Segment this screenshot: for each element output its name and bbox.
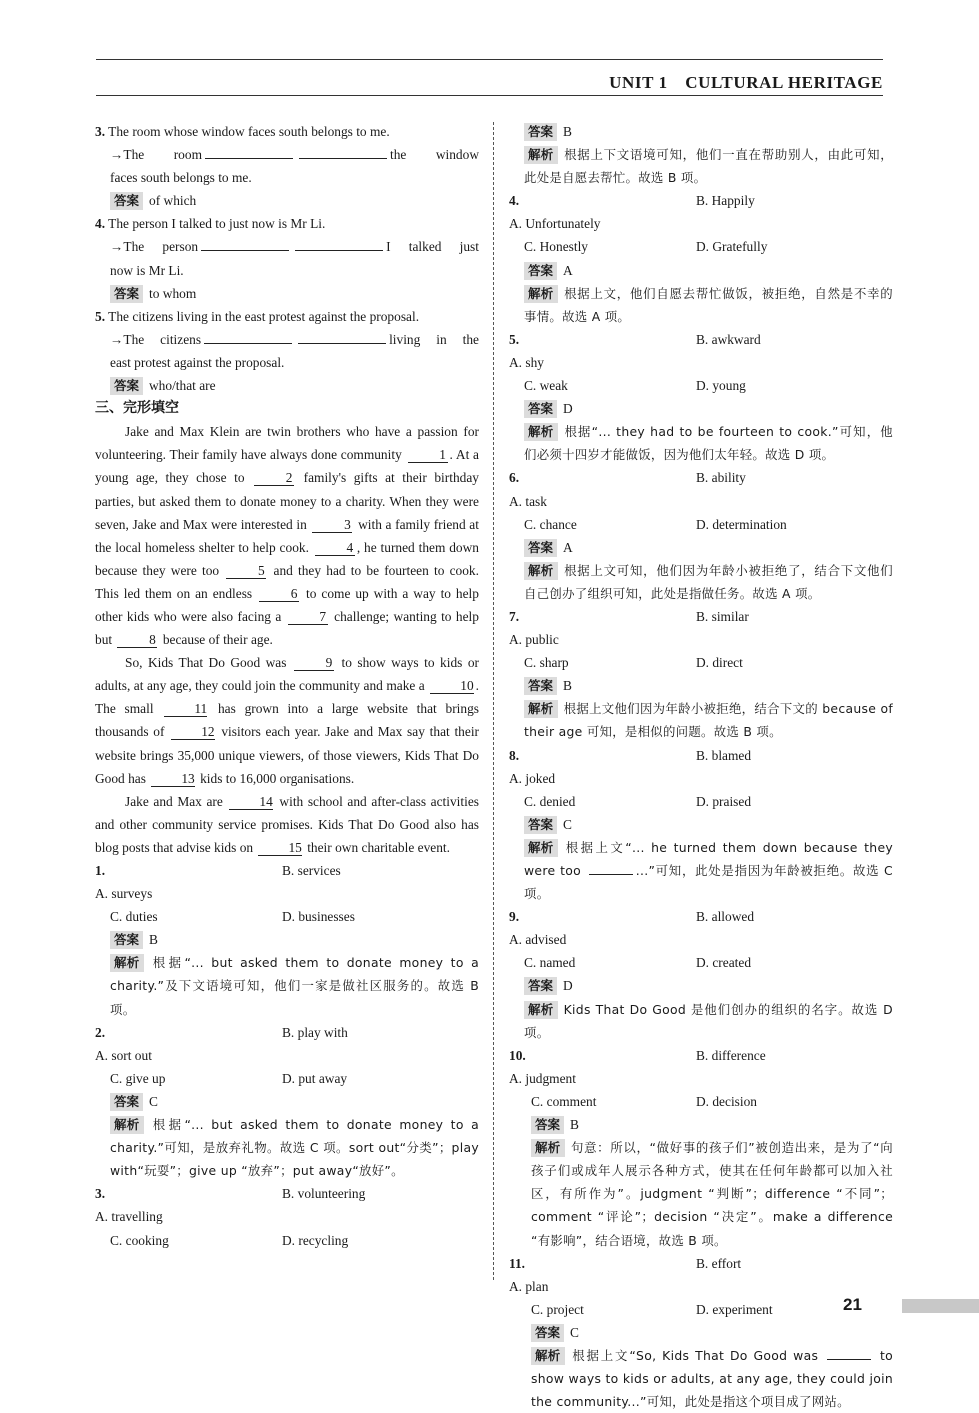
right-column: 答案 B 解析 根据上下文语境可知，他们一直在帮助别人，由此可知，此处是自愿去帮忙。故选 B 项。 4. A. Unfortunately B. Happily C. Honestly D. Gratefully 答案 A 解析 根据上文，他们自愿去帮忙做饭，被拒绝，自然是不幸的事情。故选 A 项。 5. A. shy B. awkward C. weak D. young 答案 D 解析 根据“... they had to be fourteen to cook.”可知，他们必须十四岁才能做饭，因为他们太年轻。故选 D 项。 6. A. task B. ability C. chance D. determination 答案 A 解析 根据上文可知，他们因为年龄小被拒绝了，结合下文他们自己创办了组织可知，此处是指做任务。故选 A 项。 7. A. public B. similar C. sharp D. direct 答案 B 解析 根据上文他们因为年龄小被拒绝，结合下文的 because of their age 可知，是相似的问题。故选 B 项。 8. A. joked B. blamed C. denied D. praised 答案 C 解析 根据上文“... he turned them down because they were too ...”可知，此处是指因为年龄被拒绝。故选 C 项。 9. A. advised B. allowed C. named D. created 答案 D 解析 Kids That Do Good 是他们创办的组织的名字。故选 D 项。 10. A. judgment B. difference C. comment D. decision 答案 B 解析 句意：所以，“做好事的孩子们”被创造出来，是为了“向孩子们或成年人展示各种方式，使其在任何年龄都可以加入社区，有所作为”。judgment “判断”；difference “不同”；comment “评论”；decision “决定”。make a difference “有影响”，结合语境，故选 B 项。 11. A. plan B. effort C. project D. experiment 答案 C 解析 根据上文“So, Kids That Do Good was to show ways to kids or adults, at any age, they could join the community...”可知，此处是指这个项目成了网站。 [509, 120, 893, 1413]
blank-number: 10 [430, 678, 473, 694]
blank-number: 1 [408, 447, 448, 463]
answer-row: 答案 B [95, 928, 479, 951]
choice-question-8: 8. A. joked B. blamed [509, 747, 752, 786]
left-column: 3. The room whose window faces south belongs to me. →The room the window faces south belongs to me. 答案 of which 4. The person I talked to just now is Mr Li. →The person I talked just now is Mr Li. 答案 to whom 5. The citizens living in the east protest against the proposal. →The citizens living in the east protest against the proposal. 答案 who/that are 三、完形填空 Jake and Max Klein are twin brothers who have a passion for volunteering. Their family have always done community 1 . At a young age, they chose to 2 family's gifts at their birthday parties, but asked them to donate money to a charity. When they were seven, Jake and Max were interested in 3 with a family friend at the local homeless shelter to help cook. 4 , he turned them down because they were too 5 and they had to be fourteen to cook. This led them on an endless 6 to come up with a way to help other kids who were also facing a 7 challenge; wanting to help but 8 because of their age. So, Kids That Do Good was 9 to show ways to kids or adults, at any age, they could join the community and make a 10 . The small 11 has grown into a large website that brings thousands of 12 visitors each year. Jake and Max say that their website brings 35,000 unique viewers, of those viewers, Kids That Do Good has 13 kids to 16,000 organisations. Jake and Max are 14 with school and after-class activities and other community service promises. Kids That Do Good also has blog posts that advise kids on 15 their own charitable event. 1. A. surveys B. services C. duties D. businesses 答案 B 解析 根据“... but asked them to donate money to a charity.”及下文语境可知，他们一家是做社区服务的。故选 B 项。 2. A. sort out B. play with C. give up D. put away 答案 C 解析 根据“... but asked them to donate money to a charity.”可知，是放弃礼物。故选 C 项。sort out“分类”；play with“玩耍”；give up “放弃”；put away“放好”。 3. A. travelling B. volunteering C. cooking D. recycling [95, 120, 479, 1252]
blank-number: 11 [164, 701, 207, 717]
analysis-text: 解析 根据上文他们因为年龄小被拒绝，结合下文的 because of their age 可知，是相似的问题。故选 B 项。 [524, 701, 893, 740]
rewrite-question-5: 5. The citizens living in the east protest against the proposal. [95, 308, 420, 324]
answer-row: 答案 C [509, 1321, 893, 1344]
choice-question-3: 3. A. travelling B. volunteering [95, 1186, 366, 1225]
choice-question-10: 10. A. judgment B. difference [509, 1047, 766, 1086]
rewrite-line: →The person I talked just [110, 239, 479, 255]
blank-number: 13 [151, 771, 194, 787]
analysis-text: 解析 根据上文可知，他们因为年龄小被拒绝了，结合下文他们自己创办了组织可知，此处是指做任务。故选 A 项。 [524, 562, 893, 601]
answer-row: 答案 B [509, 120, 893, 143]
answer-row: 答案 who/that are [95, 374, 479, 397]
analysis-text: 解析 句意：所以，“做好事的孩子们”被创造出来，是为了“向孩子们或成年人展示各种方式，使其在任何年龄都可以加入社区，有所作为”。judgment “判断”；difference “不同”；comment “评论”；decision “决定”。make a difference “有影响”，结合语境，故选 B 项。 [531, 1140, 893, 1248]
answer-row: 答案 B [509, 1113, 893, 1136]
blank-number: 8 [117, 632, 157, 648]
rewrite-line: →The citizens living in the [110, 331, 479, 347]
blank-number: 14 [229, 794, 272, 810]
answer-row: 答案 D [509, 397, 893, 420]
header-top-rule [96, 59, 883, 60]
unit-header: UNIT 1 CULTURAL HERITAGE [609, 73, 883, 92]
blank-number: 6 [259, 586, 299, 602]
choice-question-9: 9. A. advised B. allowed [509, 909, 755, 948]
blank-number: 2 [254, 470, 294, 486]
inline-blank [827, 1346, 871, 1360]
answer-row: 答案 of which [95, 189, 479, 212]
choice-question-1: 1. A. surveys B. services [95, 863, 341, 902]
choice-question-5: 5. A. shy B. awkward [509, 331, 761, 370]
passage-paragraph-1: Jake and Max Klein are twin brothers who have a passion for volunteering. Their family have always done community 1 . At a young age, they chose to 2 family's gifts at their birthday parties, but asked them to donate money to a charity. When they were seven, Jake and Max were interested in 3 with a family friend at the local homeless shelter to help cook. 4 , he turned them down because they were too 5 and they had to be fourteen to cook. This led them on an endless 6 to come up with a way to help other kids who were also facing a 7 challenge; wanting to help but 8 because of their age. [95, 424, 480, 648]
answer-row: 答案 C [509, 813, 893, 836]
choice-question-4: 4. A. Unfortunately B. Happily [509, 193, 755, 232]
analysis-text: 解析 根据上文“... he turned them down because they were too ...”可知，此处是指因为年龄被拒绝。故选 C 项。 [524, 839, 893, 902]
rewrite-question-4: 4. The person I talked to just now is Mr Li. [95, 216, 326, 232]
choice-question-6: 6. A. task B. ability [509, 470, 746, 509]
passage-paragraph-2: So, Kids That Do Good was 9 to show ways to kids or adults, at any age, they could join the community and make a 10 . The small 11 has grown into a large website that brings thousands of 12 visitors each year. Jake and Max say that their website brings 35,000 unique viewers, of those viewers, Kids That Do Good has 13 kids to 16,000 organisations. [95, 655, 480, 786]
blank-number: 7 [288, 609, 328, 625]
analysis-text: 解析 根据“... but asked them to donate money to a charity.”可知，是放弃礼物。故选 C 项。sort out“分类”；play with“玩耍”；give up “放弃”；put away“放好”。 [110, 1117, 479, 1179]
rewrite-question-3: 3. The room whose window faces south belongs to me. [95, 124, 390, 139]
choice-question-11: 11. A. plan B. effort [509, 1255, 742, 1294]
answer-row: 答案 A [509, 536, 893, 559]
rewrite-line: →The room the window [110, 147, 479, 163]
analysis-text: 解析 Kids That Do Good 是他们创办的组织的名字。故选 D 项。 [524, 1001, 893, 1040]
answer-row: 答案 A [509, 259, 893, 282]
blank-number: 9 [294, 655, 334, 671]
blank-number: 15 [258, 840, 301, 856]
analysis-text: 解析 根据上文“So, Kids That Do Good was to show ways to kids or adults, at any age, they could join the community...”可知，此处是指这个项目成了网站。 [531, 1347, 893, 1410]
header-bottom-rule [96, 95, 883, 96]
answer-row: 答案 C [95, 1090, 479, 1113]
section-title: 三、完形填空 [95, 400, 179, 417]
blank-number: 12 [171, 724, 214, 740]
blank-number: 4 [315, 540, 355, 556]
analysis-text: 解析 根据上文，他们自愿去帮忙做饭，被拒绝，自然是不幸的事情。故选 A 项。 [524, 285, 893, 324]
answer-row: 答案 to whom [95, 282, 479, 305]
blank-number: 3 [312, 517, 352, 533]
blank-number: 5 [226, 563, 266, 579]
column-divider [493, 122, 494, 1280]
analysis-text: 解析 根据上下文语境可知，他们一直在帮助别人，由此可知，此处是自愿去帮忙。故选 B 项。 [524, 147, 893, 186]
page-number: 21 [843, 1295, 862, 1314]
page-number-bar [902, 1299, 979, 1313]
answer-row: 答案 B [509, 674, 893, 697]
analysis-text: 解析 根据“... they had to be fourteen to cook.”可知，他们必须十四岁才能做饭，因为他们太年轻。故选 D 项。 [524, 424, 893, 463]
choice-question-2: 2. A. sort out B. play with [95, 1024, 348, 1063]
passage-paragraph-3: Jake and Max are 14 with school and after-class activities and other community service promises. Kids That Do Good also has blog posts that advise kids on 15 their own charitable event. [95, 793, 479, 855]
choice-question-7: 7. A. public B. similar [509, 608, 749, 648]
inline-blank [589, 861, 633, 875]
analysis-text: 解析 根据“... but asked them to donate money to a charity.”及下文语境可知，他们一家是做社区服务的。故选 B 项。 [110, 955, 479, 1017]
answer-row: 答案 D [509, 974, 893, 997]
